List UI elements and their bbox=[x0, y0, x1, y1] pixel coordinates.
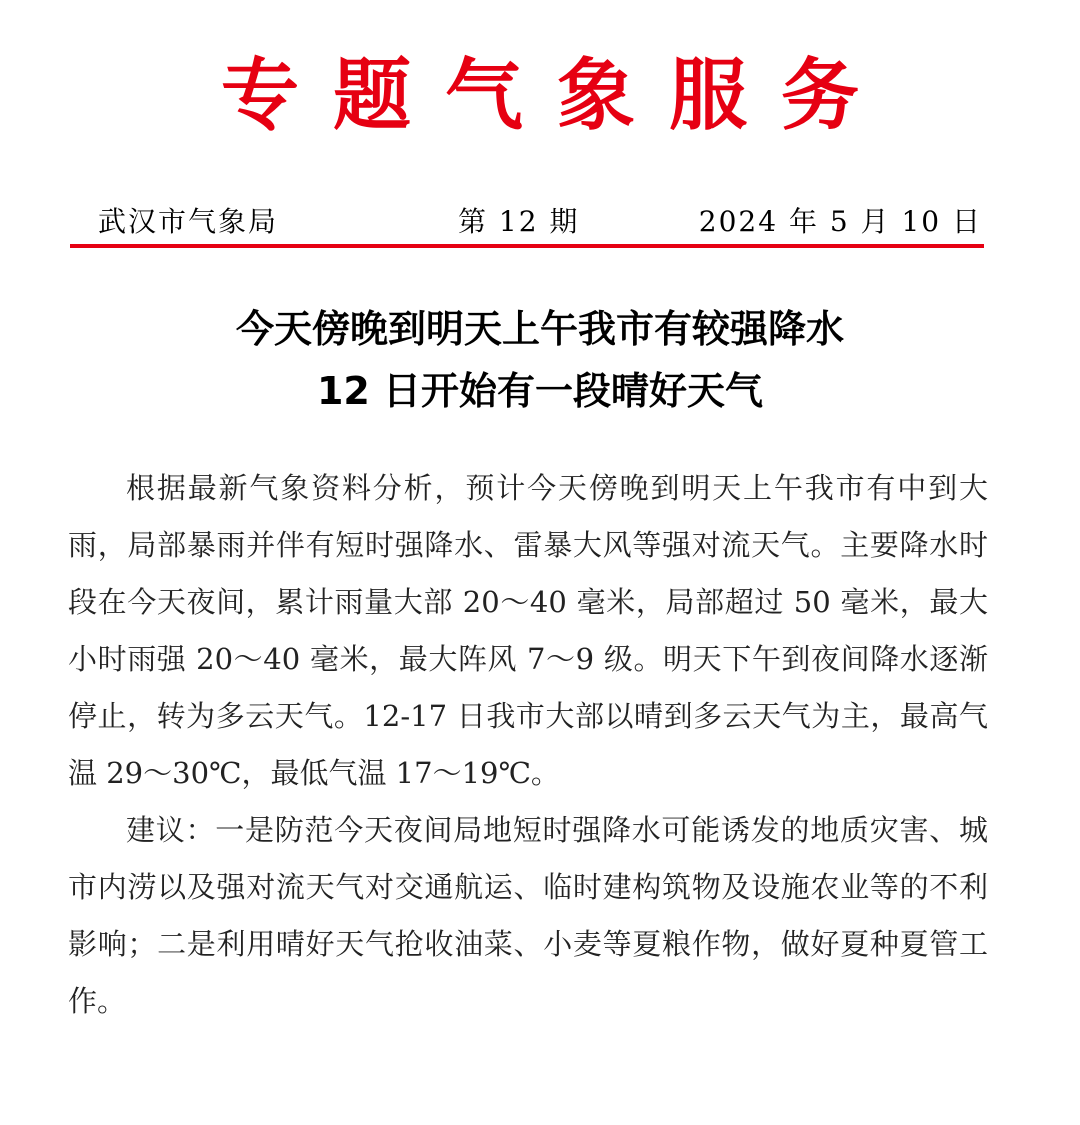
masthead-divider bbox=[70, 244, 984, 248]
headline-line-1: 今天傍晚到明天上午我市有较强降水 bbox=[235, 307, 844, 351]
body-paragraph-forecast: 根据最新气象资料分析，预计今天傍晚到明天上午我市有中到大雨，局部暴雨并伴有短时强降水、雷暴大风等强对流天气。主要降水时段在今天夜间，累计雨量大部 20～40 毫米，局部超过 50 毫米，最大小时雨强 20～40 毫米，最大阵风 7～9 级。明天下午到夜间降水逐渐停止，转为多云天气。12-17 日我市大部以晴到多云天气为主，最高气温 29～30℃，最低气温 17～19℃。 bbox=[68, 471, 988, 790]
headline bbox=[0, 298, 1080, 422]
issue-date: 2024 年 5 月 10 日 bbox=[698, 205, 982, 238]
body-text bbox=[68, 460, 988, 1030]
masthead-title: 专题气象服务 bbox=[220, 50, 893, 141]
issuing-agency: 武汉市气象局 bbox=[98, 205, 279, 238]
issue-number: 第 12 期 bbox=[458, 205, 580, 238]
headline-line-2: 12 日开始有一段晴好天气 bbox=[316, 369, 764, 413]
body-paragraph-advice: 建议：一是防范今天夜间局地短时强降水可能诱发的地质灾害、城市内涝以及强对流天气对交通航运、临时建构筑物及设施农业等的不利影响；二是利用晴好天气抢收油菜、小麦等夏粮作物，做好夏种夏管工作。 bbox=[68, 813, 988, 1018]
issue-info-row bbox=[98, 200, 982, 244]
